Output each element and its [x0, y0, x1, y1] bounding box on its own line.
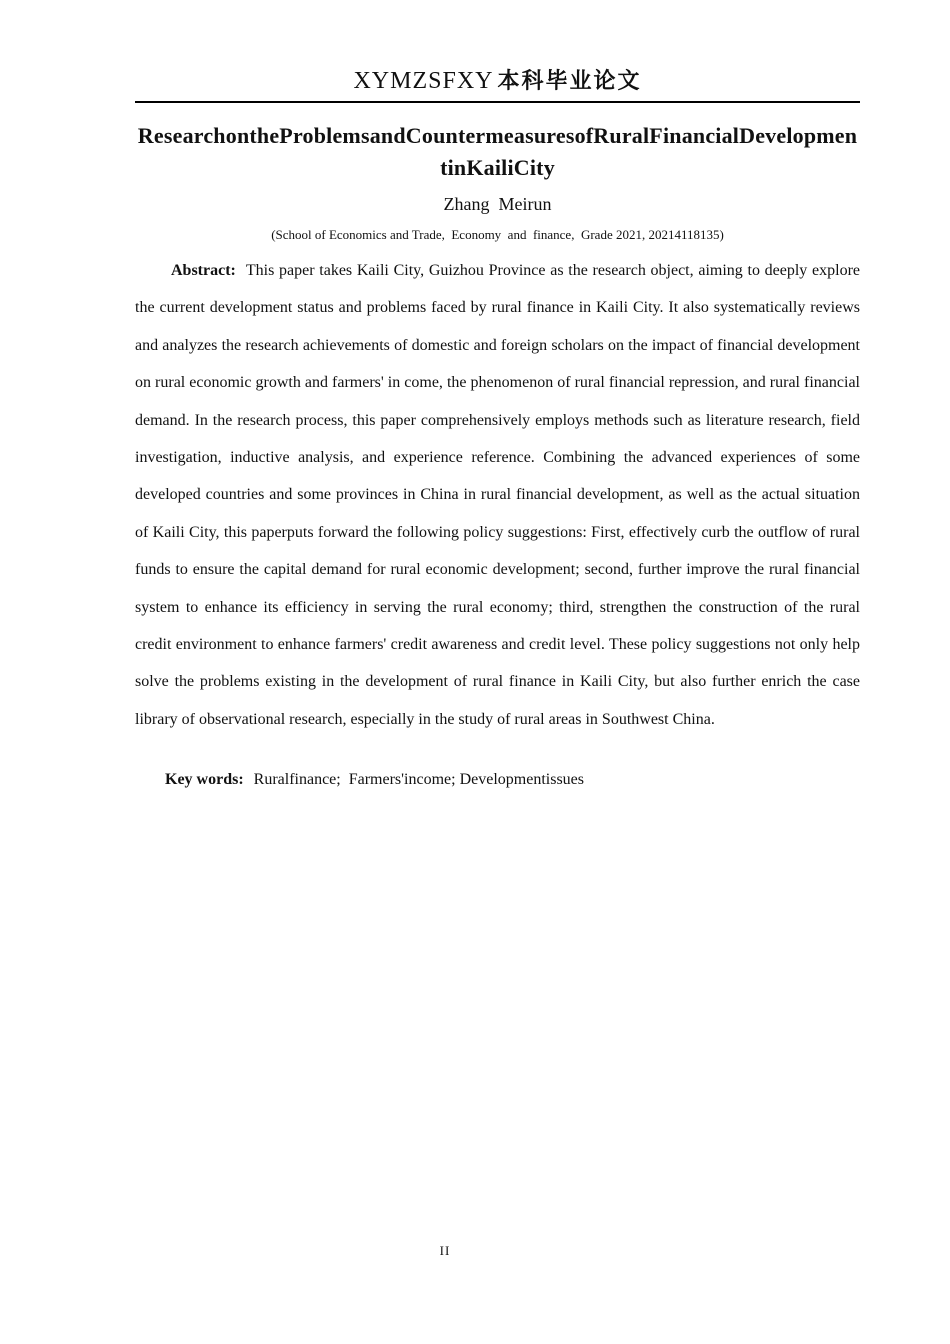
abstract-text: This paper takes Kaili City, Guizhou Province as the research object, aiming to deeply explore the current development status and problems faced by rural finance in Kaili City. It also systematically reviews and analyzes the research achievements of domestic and foreign scholars on the impact of financial development on rural economic growth and farmers' in come, the phenomenon of rural financial repression, and rural financial demand. In the research process, this paper comprehensively employs methods such as literature research, field investigation, inductive analysis, and experience reference. Combining the advanced experiences of some developed countries and some provinces in China in rural financial development, as well as the actual situation of Kaili City, this paperputs forward the following policy suggestions: First, effectively curb the outflow of rural funds to ensure the capital demand for rural economic development; second, further improve the rural financial system to enhance its efficiency in serving the rural economy; third, strengthen the construction of the rural credit environment to enhance farmers' credit awareness and credit level. These policy suggestions not only help solve the problems existing in the development of rural finance in Kaili City, but also further enrich the case library of observational research, especially in the study of rural areas in Southwest China. — [135, 262, 860, 728]
document-title — [135, 120, 860, 184]
keywords-label: Key words: — [165, 771, 244, 789]
page-number: II — [439, 1243, 451, 1258]
abstract-label: Abstract: — [171, 262, 236, 279]
header-rule — [135, 101, 860, 103]
header-doc-type-chinese: 本科毕业论文 — [497, 68, 642, 93]
author-name: Zhang Meirun — [443, 194, 552, 214]
author-affiliation: (School of Economics and Trade, Economy and finance, Grade 2021, 20214118135) — [271, 227, 724, 242]
abstract-paragraph — [135, 252, 860, 738]
page-header — [135, 67, 860, 98]
keywords-text: Ruralfinance; Farmers'income; Developmentissues — [253, 771, 584, 789]
document-title-line2: tinKailiCity — [440, 155, 555, 180]
keywords-line — [135, 768, 860, 792]
header-school-code: XYMZSFXY — [353, 68, 494, 94]
document-title-line1: ResearchontheProblemsandCountermeasuresofRuralFinancialDevelopmen — [137, 123, 858, 148]
